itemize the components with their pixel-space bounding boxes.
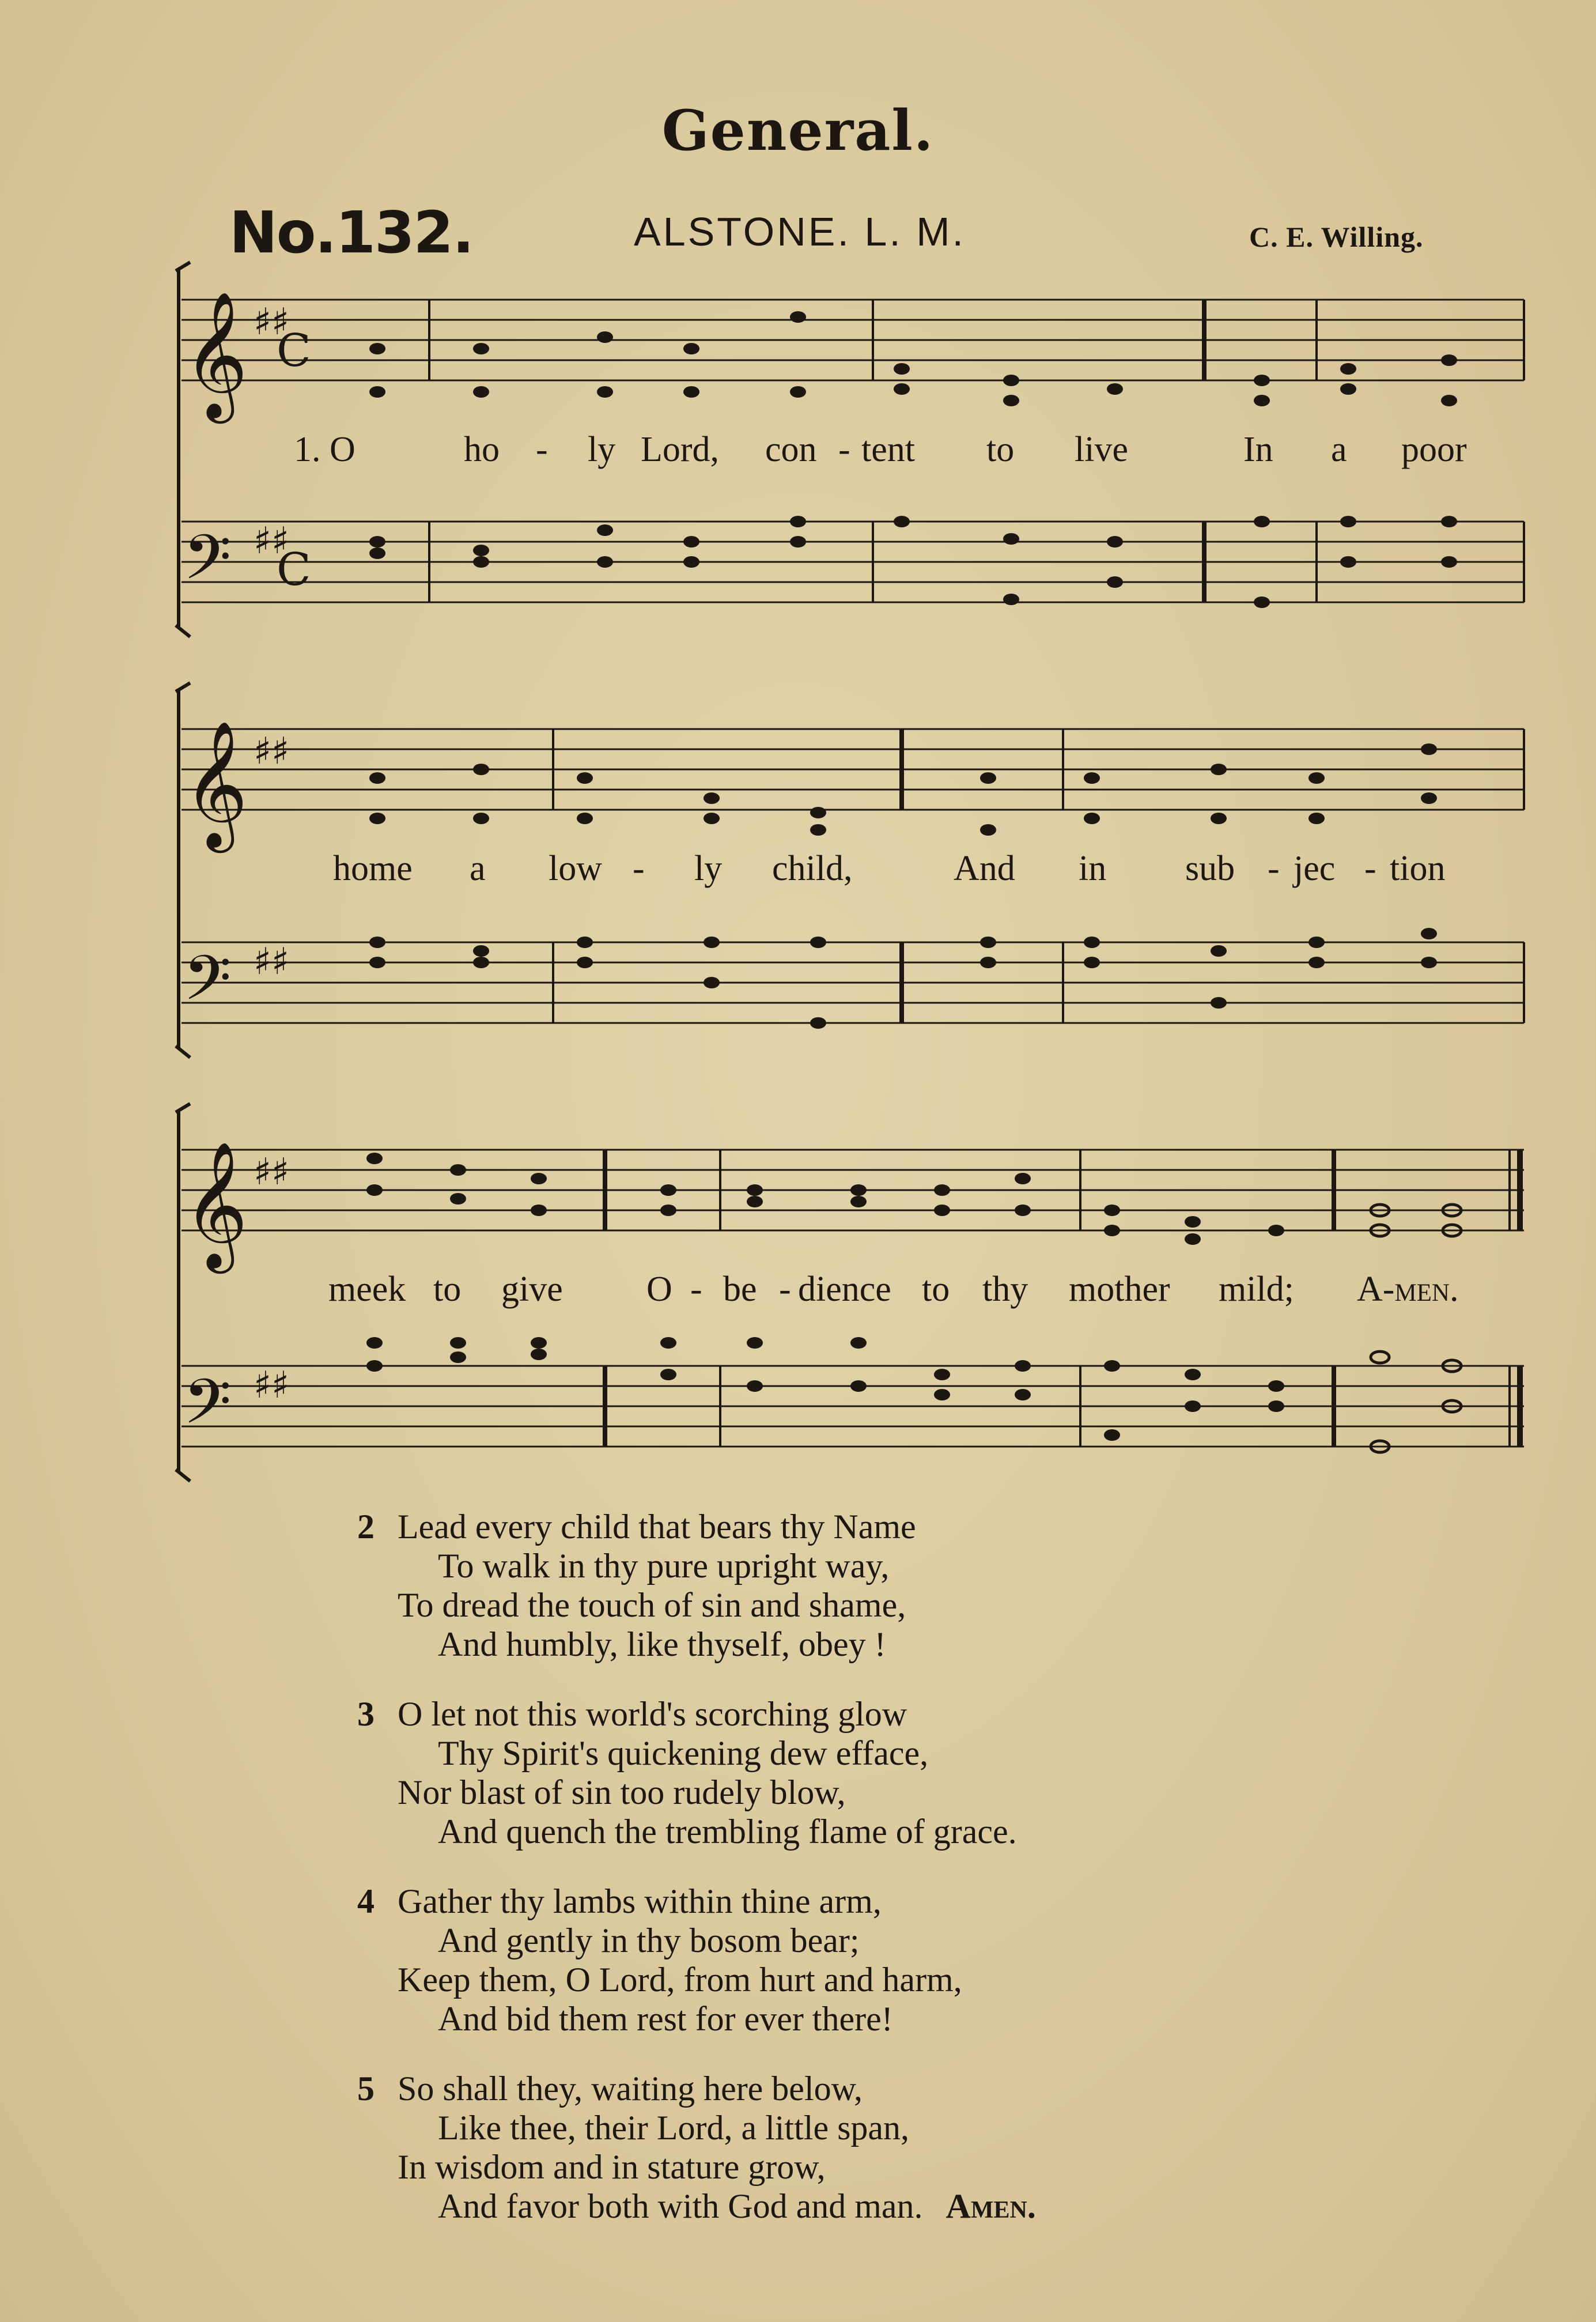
- bass-staff-3: [181, 1366, 1524, 1447]
- section-title: General.: [661, 98, 935, 163]
- verse-3: [357, 1694, 1017, 1851]
- lyric-syllable: ly: [588, 430, 616, 469]
- verse-number: 3: [357, 1695, 375, 1733]
- verse-line: Nor blast of sin too rudely blow,: [398, 1773, 846, 1811]
- verse-line: Like thee, their Lord, a little span,: [438, 2109, 910, 2147]
- lyric-syllable: child,: [772, 849, 853, 888]
- treble-staff-2: [181, 729, 1524, 810]
- verse-line: Lead every child that bears thy Name: [398, 1508, 916, 1546]
- key-signature-icon: ♯♯: [254, 1364, 289, 1407]
- lyric-syllable: jec: [1294, 849, 1336, 888]
- treble-staff-1: [181, 300, 1524, 380]
- verse-line: Gather thy lambs within thine arm,: [398, 1882, 882, 1920]
- treble-clef-icon: 𝄞: [183, 1141, 248, 1268]
- key-signature-icon: ♯♯: [254, 1151, 289, 1194]
- verse-line: Thy Spirit's quickening dew efface,: [438, 1734, 929, 1772]
- verse-line: In wisdom and in stature grow,: [398, 2148, 826, 2186]
- lyric-syllable: low: [549, 849, 602, 888]
- key-signature-icon: ♯♯: [254, 730, 289, 773]
- verse-line: Keep them, O Lord, from hurt and harm,: [398, 1961, 962, 1999]
- lyric-syllable: -: [779, 1270, 791, 1309]
- notes-bass-3: [366, 1337, 1461, 1452]
- verse-5: [357, 2069, 1036, 2226]
- verse-number: 2: [357, 1508, 375, 1546]
- treble-clef-icon: 𝄞: [183, 720, 248, 847]
- lyric-syllable: O: [646, 1270, 672, 1309]
- lyric-syllable: meek: [328, 1270, 406, 1309]
- lyric-syllable: -: [1364, 849, 1376, 888]
- lyric-syllable: And: [954, 849, 1015, 888]
- lyric-amen: A-men.: [1357, 1270, 1459, 1309]
- key-signature-icon: ♯♯: [254, 301, 289, 343]
- lyric-syllable: dience: [798, 1270, 891, 1309]
- lyric-syllable: ly: [694, 849, 723, 888]
- treble-clef-icon: 𝄞: [183, 290, 248, 418]
- composer-name: C. E. Willing.: [1249, 221, 1424, 253]
- lyric-syllable: ho: [464, 430, 500, 469]
- verse-line: And humbly, like thyself, obey !: [438, 1625, 886, 1663]
- lyric-syllable: live: [1075, 430, 1128, 469]
- verse-line: So shall they, waiting here below,: [398, 2070, 863, 2108]
- verse-4: [357, 1882, 962, 2038]
- lyric-syllable: to: [986, 430, 1015, 469]
- lyric-syllable: 1. O: [294, 430, 355, 469]
- lyric-syllable: -: [1268, 849, 1280, 888]
- lyric-syllable: mother: [1069, 1270, 1170, 1309]
- lyric-syllable: -: [536, 430, 548, 469]
- lyric-syllable: in: [1079, 849, 1107, 888]
- lyric-syllable: -: [690, 1270, 702, 1309]
- lyric-syllable: -: [633, 849, 645, 888]
- verse-line: And favor both with God and man.: [438, 2187, 923, 2225]
- verse-line: And gently in thy bosom bear;: [438, 1921, 860, 1959]
- lyric-syllable: In: [1243, 430, 1273, 469]
- verse-line: And bid them rest for ever there!: [438, 2000, 893, 2038]
- lyric-syllable: tion: [1390, 849, 1446, 888]
- lyric-syllable: -: [838, 430, 850, 469]
- verse-number: 5: [357, 2070, 375, 2108]
- lyric-syllable: con: [765, 430, 817, 469]
- lyric-syllable: be: [723, 1270, 757, 1309]
- lyric-syllable: thy: [982, 1270, 1028, 1309]
- lyric-syllable: poor: [1401, 430, 1467, 469]
- hymn-number: No.132.: [229, 199, 474, 266]
- final-amen: Amen.: [946, 2187, 1036, 2225]
- verse-line: O let not this world's scorching glow: [398, 1695, 907, 1733]
- verse-line: To walk in thy pure upright way,: [438, 1547, 890, 1585]
- verse-2: [357, 1507, 916, 1664]
- lyric-syllable: to: [433, 1270, 462, 1309]
- lyric-syllable: tent: [861, 430, 915, 469]
- verse-line: And quench the trembling flame of grace.: [438, 1813, 1017, 1851]
- lyric-syllable: sub: [1185, 849, 1235, 888]
- bass-staff-2: [181, 942, 1524, 1023]
- lyric-syllable: mild;: [1219, 1270, 1294, 1309]
- lyric-syllable: a: [470, 849, 486, 888]
- verse-number: 4: [357, 1882, 375, 1920]
- key-signature-icon: ♯♯: [254, 520, 289, 562]
- lyric-syllable: to: [922, 1270, 950, 1309]
- common-time-icon: C: [277, 544, 311, 596]
- notes-treble-1: [369, 311, 1457, 406]
- common-time-icon: C: [277, 325, 311, 377]
- lyric-syllable: give: [501, 1270, 563, 1309]
- tune-name: ALSTONE. L. M.: [634, 209, 966, 254]
- lyric-syllable: Lord,: [641, 430, 720, 469]
- lyric-syllable: home: [333, 849, 413, 888]
- bass-staff-1: [181, 522, 1524, 602]
- lyric-syllable: a: [1331, 430, 1347, 469]
- bass-clef-icon: 𝄢: [183, 521, 232, 609]
- verse-line: To dread the touch of sin and shame,: [398, 1586, 906, 1624]
- bass-clef-icon: 𝄢: [183, 942, 232, 1029]
- key-signature-icon: ♯♯: [254, 941, 289, 983]
- bass-clef-icon: 𝄢: [183, 1365, 232, 1453]
